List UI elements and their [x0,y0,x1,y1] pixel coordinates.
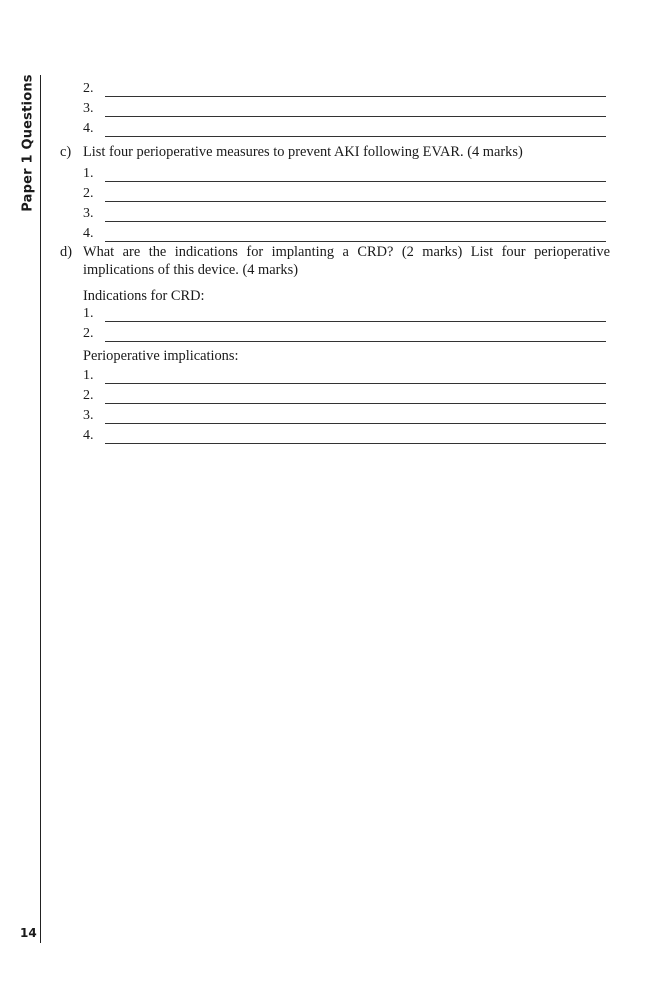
section-label [20,74,36,212]
answer-line-number: 1. [83,368,94,383]
answer-line-number: 3. [83,408,94,423]
answer-line-number: 2. [83,326,94,341]
answer-rule [105,241,606,242]
answer-rule [105,181,606,182]
answer-line-b-2[interactable] [83,81,606,97]
question-letter: c) [60,144,72,160]
answer-line-number: 1. [83,166,94,181]
answer-line-number: 2. [83,388,94,403]
page-number: 14 [20,926,37,940]
section-label-text: Paper 1 Questions [20,74,36,212]
answer-line-number: 2. [83,186,94,201]
answer-line-d-ind-1[interactable] [83,306,606,322]
answer-rule [105,403,606,404]
answer-rule [105,96,606,97]
answer-rule [105,221,606,222]
answer-line-c-3[interactable] [83,206,606,222]
question-d [60,243,610,279]
indications-heading: Indications for CRD: [83,288,205,304]
answer-line-number: 3. [83,101,94,116]
answer-rule [105,423,606,424]
answer-rule [105,383,606,384]
question-letter: d) [60,244,72,260]
answer-line-d-imp-3[interactable] [83,408,606,424]
answer-line-number: 4. [83,121,94,136]
answer-rule [105,201,606,202]
implications-heading: Perioperative implications: [83,348,239,364]
answer-rule [105,116,606,117]
answer-line-d-imp-1[interactable] [83,368,606,384]
answer-line-number: 1. [83,306,94,321]
margin-rule [40,75,41,943]
answer-line-c-4[interactable] [83,226,606,242]
answer-line-b-4[interactable] [83,121,606,137]
answer-line-number: 3. [83,206,94,221]
answer-rule [105,341,606,342]
answer-line-d-ind-2[interactable] [83,326,606,342]
answer-line-c-2[interactable] [83,186,606,202]
answer-line-c-1[interactable] [83,166,606,182]
answer-line-b-3[interactable] [83,101,606,117]
question-text: What are the indications for implanting a CRD? (2 marks) List four perioperative implications of this device. (4 marks) [83,244,610,278]
answer-rule [105,136,606,137]
answer-line-number: 4. [83,226,94,241]
answer-line-d-imp-2[interactable] [83,388,606,404]
answer-rule [105,321,606,322]
answer-line-d-imp-4[interactable] [83,428,606,444]
question-text: List four perioperative measures to prevent AKI following EVAR. (4 marks) [83,144,523,160]
answer-rule [105,443,606,444]
answer-line-number: 2. [83,81,94,96]
answer-line-number: 4. [83,428,94,443]
question-c [60,143,610,161]
